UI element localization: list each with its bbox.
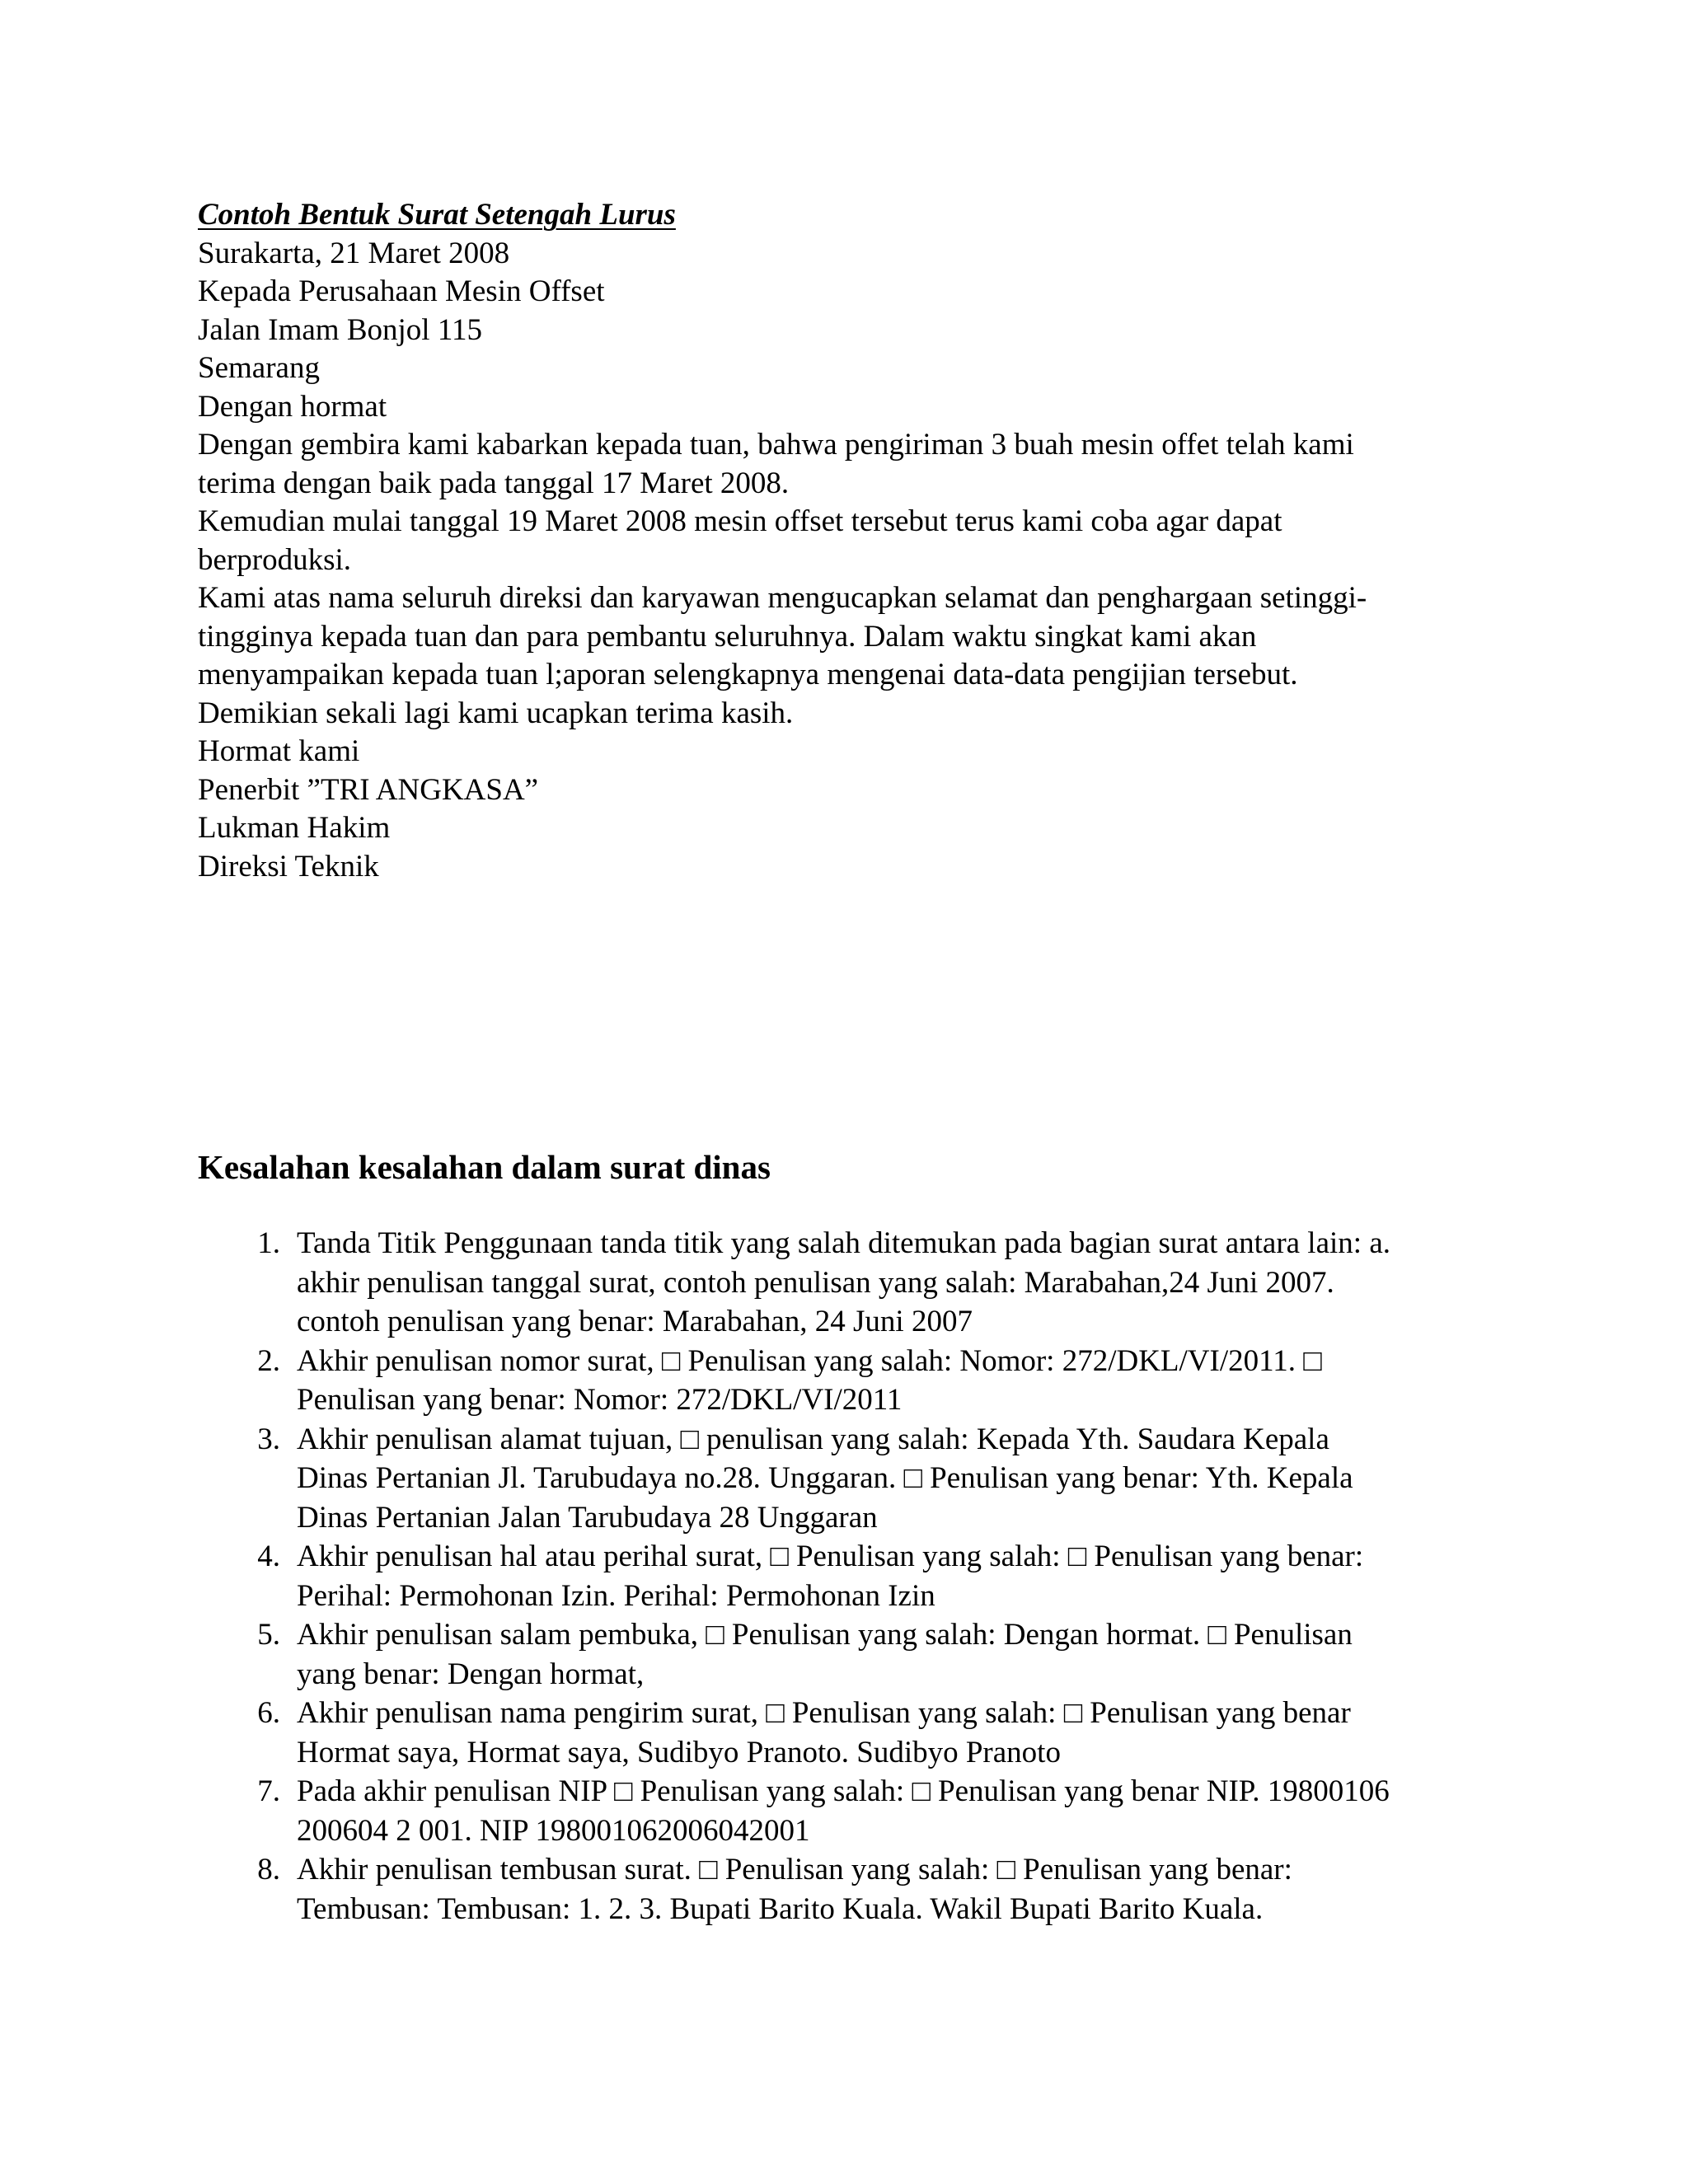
letter-line: terima dengan baik pada tanggal 17 Maret 2008. (198, 466, 790, 500)
list-item-text (297, 1694, 1500, 1772)
list-item-text (297, 1615, 1500, 1694)
letter-line: berproduksi. (198, 542, 351, 577)
list-item-line: yang benar: Dengan hormat, (297, 1657, 645, 1691)
list-item (198, 1850, 1500, 1929)
list-item-line: Pada akhir penulisan NIP □ Penulisan yang salah: □ Penulisan yang benar NIP. 19800106 (297, 1774, 1390, 1808)
list-item-number: 5. (257, 1618, 280, 1652)
list-item-line: akhir penulisan tanggal surat, contoh penulisan yang salah: Marabahan,24 Juni 2007. (297, 1265, 1334, 1300)
list-item-line: Penulisan yang benar: Nomor: 272/DKL/VI/2011 (297, 1383, 903, 1417)
list-item-line: Tembusan: Tembusan: 1. 2. 3. Bupati Barito Kuala. Wakil Bupati Barito Kuala. (297, 1891, 1264, 1926)
sample-letter (198, 196, 1484, 886)
list-item-line: Akhir penulisan nomor surat, □ Penulisan yang salah: Nomor: 272/DKL/VI/2011. □ (297, 1343, 1322, 1378)
letter-title: Contoh Bentuk Surat Setengah Lurus (198, 198, 676, 232)
section-heading: Kesalahan kesalahan dalam surat dinas (198, 1148, 771, 1186)
list-item-number: 4. (257, 1540, 280, 1573)
letter-line: Surakarta, 21 Maret 2008 (198, 236, 510, 270)
list-item-line: Akhir penulisan alamat tujuan, □ penulisan yang salah: Kepada Yth. Saudara Kepala (297, 1422, 1329, 1456)
list-item-number: 1. (257, 1226, 280, 1260)
list-item-text (297, 1224, 1500, 1342)
list-item-line: Akhir penulisan nama pengirim surat, □ Penulisan yang salah: □ Penulisan yang benar (297, 1696, 1351, 1730)
list-item-text (297, 1850, 1500, 1929)
letter-line: menyampaikan kepada tuan l;aporan selengkapnya mengenai data-data pengijian tersebut. (198, 658, 1298, 691)
list-item (198, 1615, 1500, 1694)
list-item-line: Hormat saya, Hormat saya, Sudibyo Pranoto. Sudibyo Pranoto (297, 1735, 1061, 1769)
letter-line: Dengan hormat (198, 389, 387, 424)
list-item-line: Akhir penulisan salam pembuka, □ Penulisan yang salah: Dengan hormat. □ Penulisan (297, 1618, 1353, 1652)
letter-line: Semarang (198, 351, 320, 385)
list-item-number: 6. (257, 1696, 280, 1730)
list-item-line: Perihal: Permohonan Izin. Perihal: Permohonan Izin (297, 1578, 935, 1613)
list-item (198, 1420, 1500, 1538)
list-item-number: 8. (257, 1853, 280, 1886)
list-item-line: Dinas Pertanian Jl. Tarubudaya no.28. Unggaran. □ Penulisan yang benar: Yth. Kepala (297, 1461, 1353, 1495)
list-item-number: 3. (257, 1422, 280, 1456)
letter-line: Kami atas nama seluruh direksi dan karyawan mengucapkan selamat dan penghargaan setinggi- (198, 581, 1367, 615)
letter-line: Penerbit ”TRI ANGKASA” (198, 772, 539, 807)
letter-line: Demikian sekali lagi kami ucapkan terima kasih. (198, 696, 794, 730)
list-item (198, 1694, 1500, 1772)
list-item-text (297, 1537, 1500, 1615)
letter-line: Jalan Imam Bonjol 115 (198, 312, 482, 347)
letter-line: Hormat kami (198, 734, 360, 768)
list-item-line: Akhir penulisan hal atau perihal surat, □ Penulisan yang salah: □ Penulisan yang benar: (297, 1540, 1364, 1573)
list-item-text (297, 1772, 1500, 1850)
list-item (198, 1342, 1500, 1420)
list-item-line: Akhir penulisan tembusan surat. □ Penulisan yang salah: □ Penulisan yang benar: (297, 1853, 1292, 1886)
list-item-line: contoh penulisan yang benar: Marabahan, 24 Juni 2007 (297, 1305, 973, 1338)
errors-list (198, 1224, 1500, 1929)
list-item-number: 7. (257, 1774, 280, 1808)
letter-line: Direksi Teknik (198, 849, 379, 883)
list-item-line: Tanda Titik Penggunaan tanda titik yang salah ditemukan pada bagian surat antara lain: a. (297, 1226, 1390, 1260)
list-item (198, 1224, 1500, 1342)
letter-line: Dengan gembira kami kabarkan kepada tuan, bahwa pengiriman 3 buah mesin offet telah kami (198, 428, 1354, 462)
list-item (198, 1772, 1500, 1850)
list-item-text (297, 1342, 1500, 1420)
list-item-text (297, 1420, 1500, 1538)
list-item-line: 200604 2 001. NIP 198001062006042001 (297, 1813, 810, 1848)
letter-line: Kemudian mulai tanggal 19 Maret 2008 mesin offset tersebut terus kami coba agar dapat (198, 504, 1282, 538)
list-item-line: Dinas Pertanian Jalan Tarubudaya 28 Unggaran (297, 1500, 878, 1535)
list-item (198, 1537, 1500, 1615)
letter-line: Lukman Hakim (198, 811, 391, 845)
list-item-number: 2. (257, 1343, 280, 1378)
letter-line: Kepada Perusahaan Mesin Offset (198, 274, 605, 308)
letter-line: tingginya kepada tuan dan para pembantu seluruhnya. Dalam waktu singkat kami akan (198, 619, 1257, 654)
